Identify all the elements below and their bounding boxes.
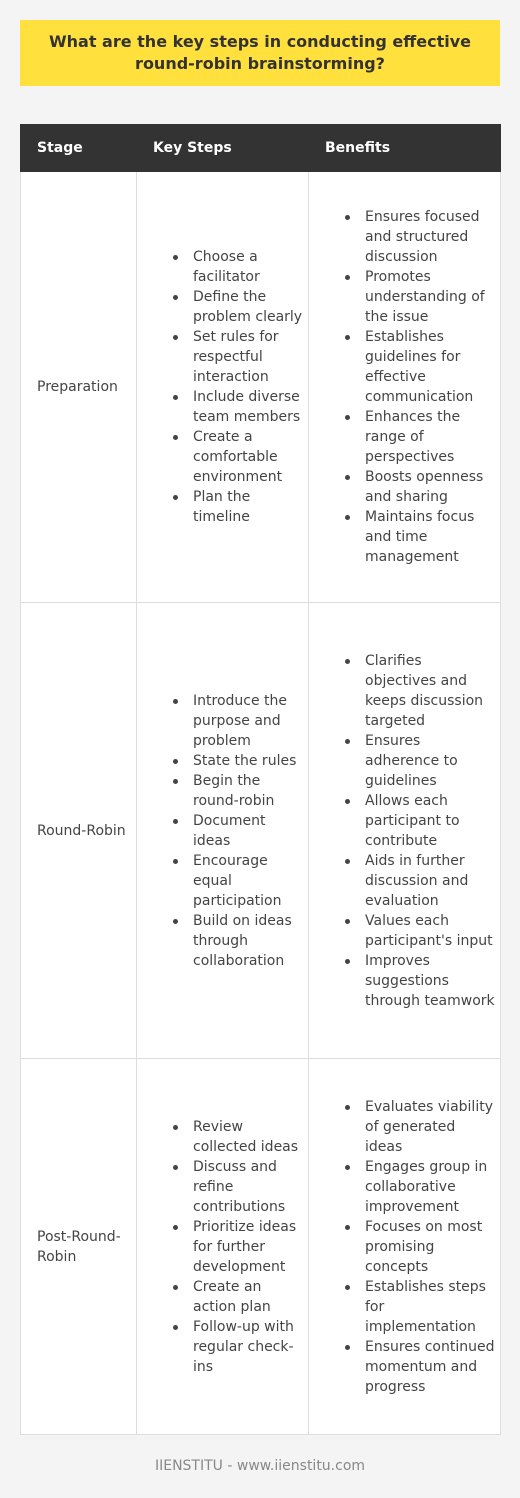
key-steps-list <box>137 247 304 527</box>
list-item: Allows each participant to contribute <box>365 791 496 851</box>
header-benefits: Benefits <box>309 125 501 172</box>
list-item: Define the problem clearly <box>193 289 303 325</box>
header-key-steps: Key Steps <box>137 125 309 172</box>
stage-cell: Round-Robin <box>21 603 137 1059</box>
list-item: Prioritize ideas for further development <box>193 1217 304 1277</box>
list-item: Promotes understanding of the issue <box>365 267 496 327</box>
stage-cell: Preparation <box>21 172 137 603</box>
list-item: Create an action plan <box>193 1277 304 1317</box>
list-item: Establishes guidelines for effective communication <box>365 327 496 407</box>
list-item: Enhances the range of perspectives <box>365 407 496 467</box>
benefits-list <box>309 1097 496 1397</box>
header-stage: Stage <box>21 125 137 172</box>
footer-credit: IIENSTITU - www.iienstitu.com <box>154 1458 366 1474</box>
list-item: Review collected ideas <box>193 1117 304 1157</box>
list-item: Set rules for respectful interaction <box>193 327 304 387</box>
key-steps-cell <box>137 172 309 603</box>
list-item: Aids in further discussion and evaluation <box>365 851 496 911</box>
list-item: Create a comfortable environment <box>193 427 304 487</box>
list-item: Improves suggestions through teamwork <box>365 952 495 1009</box>
list-item: Focuses on most promising concepts <box>365 1217 496 1277</box>
list-item: Include diverse team members <box>193 387 304 427</box>
list-item: Boosts openness and sharing <box>365 467 496 507</box>
list-item: Build on ideas through collaboration <box>193 911 304 971</box>
list-item: Choose a facilitator <box>193 247 304 287</box>
list-item: State the rules <box>193 751 304 771</box>
table-row <box>21 1059 501 1435</box>
benefits-list <box>309 207 496 567</box>
table-row <box>21 603 501 1059</box>
list-item: Engages group in collaborative improvement <box>365 1157 496 1217</box>
list-item: Ensures focused and structured discussion <box>365 207 496 267</box>
list-item: Ensures adherence to guidelines <box>365 731 496 791</box>
list-item: Maintains focus and time management <box>365 507 496 567</box>
table-row <box>21 172 501 603</box>
benefits-cell <box>309 172 501 603</box>
list-item: Values each participant's input <box>365 911 496 951</box>
list-item: Begin the round-robin <box>193 771 304 811</box>
list-item: Clarifies objectives and keeps discussion targeted <box>365 651 496 731</box>
list-item: Ensures continued momentum and progress <box>365 1338 495 1395</box>
key-steps-list <box>137 691 304 971</box>
stage-cell: Post-Round-Robin <box>21 1059 137 1435</box>
steps-table <box>20 124 501 1435</box>
benefits-cell <box>309 603 501 1059</box>
benefits-list <box>309 651 496 1011</box>
table-header-row <box>21 125 501 172</box>
list-item: Evaluates viability of generated ideas <box>365 1097 496 1157</box>
list-item: Discuss and refine contributions <box>193 1157 304 1217</box>
key-steps-list <box>137 1117 304 1377</box>
list-item: Encourage equal participation <box>193 851 304 911</box>
key-steps-cell <box>137 1059 309 1435</box>
list-item: Introduce the purpose and problem <box>193 691 304 751</box>
key-steps-cell <box>137 603 309 1059</box>
list-item: Establishes steps for implementation <box>365 1277 496 1337</box>
benefits-cell <box>309 1059 501 1435</box>
page-title: What are the key steps in conducting effective round-robin brainstorming? <box>20 20 500 86</box>
list-item: Plan the timeline <box>193 487 304 527</box>
list-item: Document ideas <box>193 811 304 851</box>
list-item: Follow-up with regular check-ins <box>193 1317 304 1377</box>
